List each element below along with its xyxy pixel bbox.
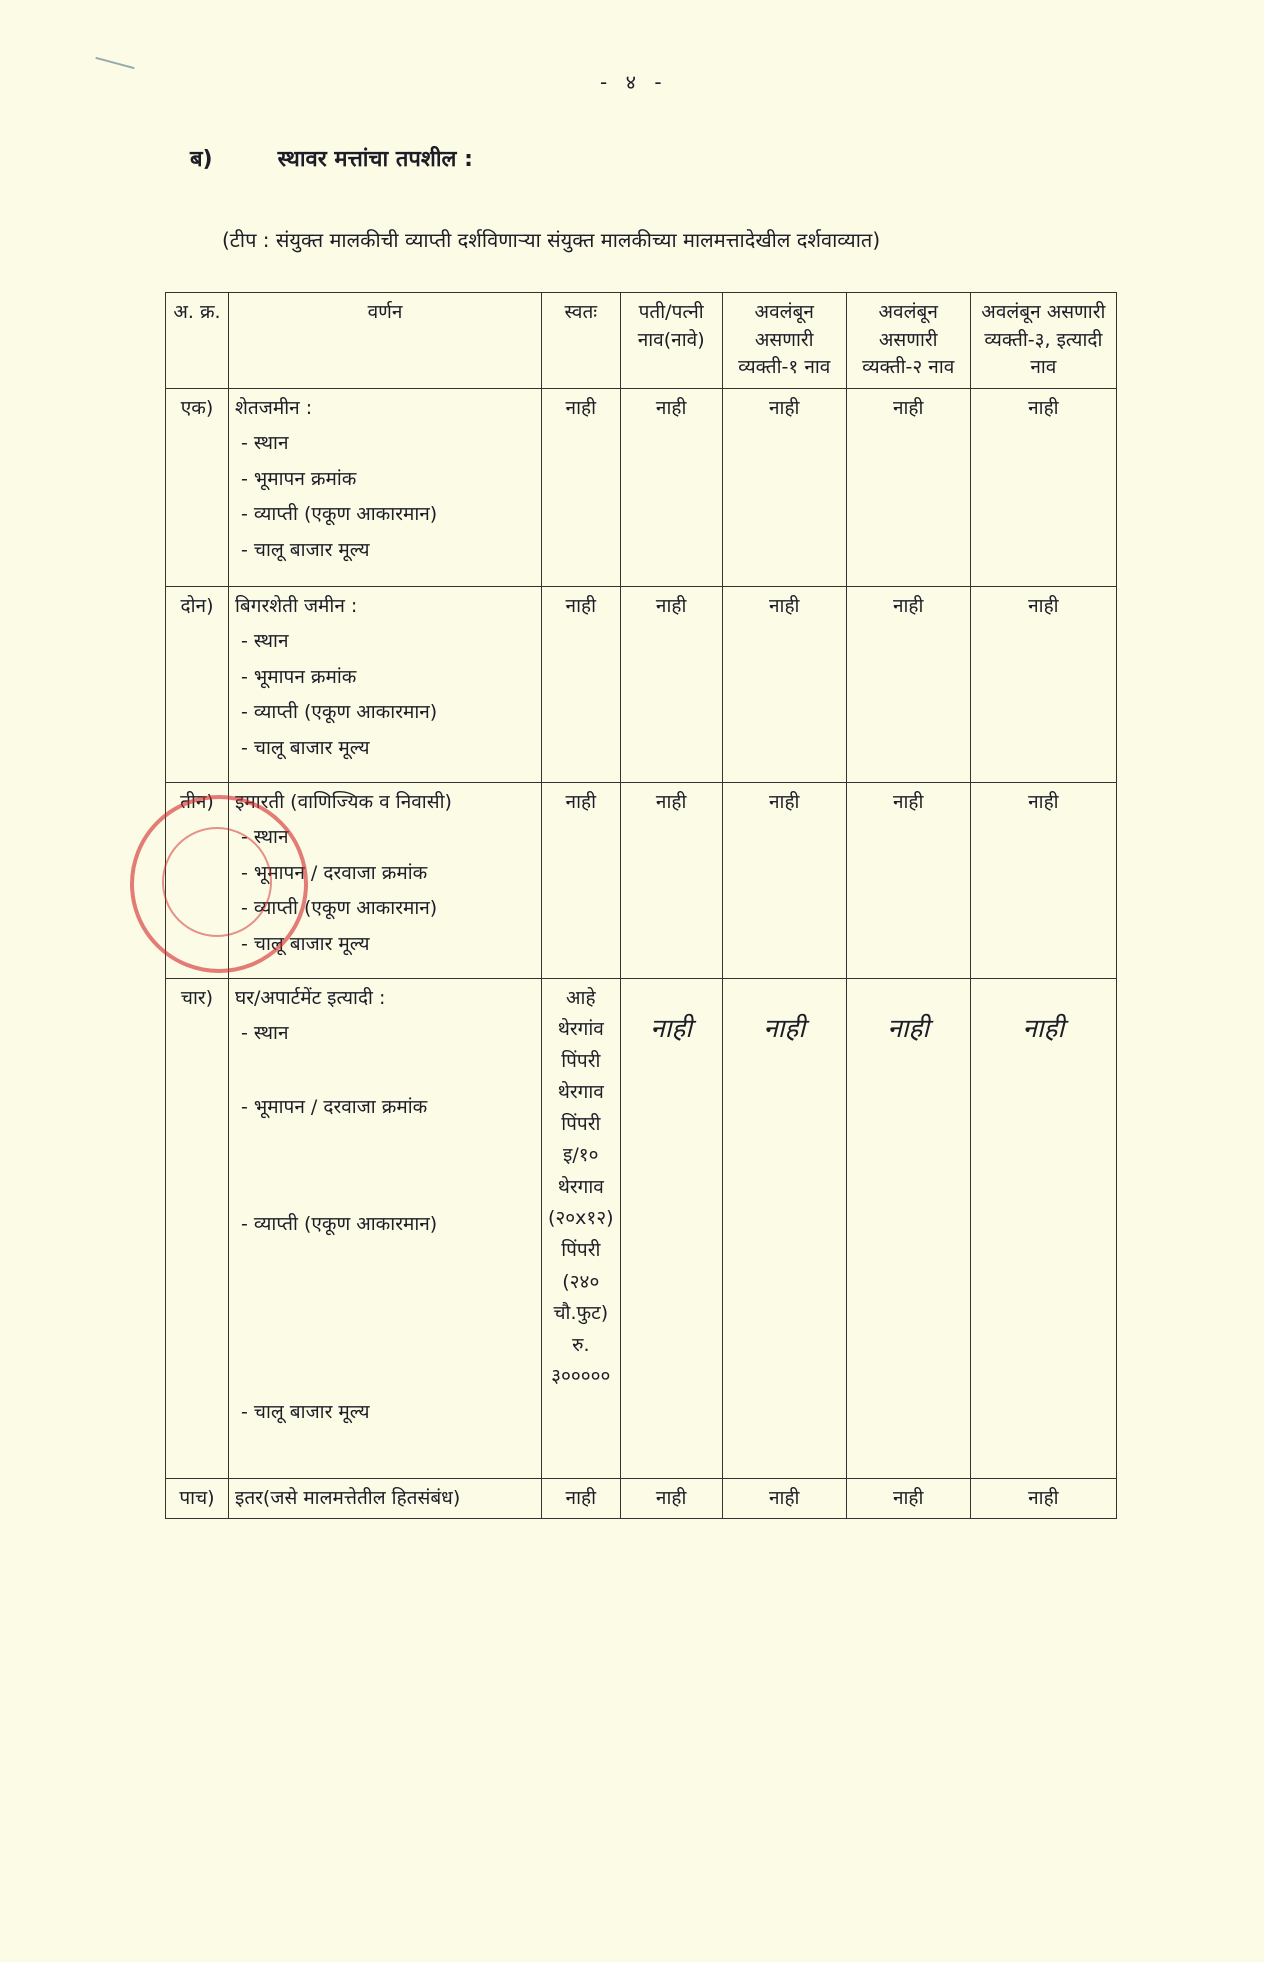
row-item: - चालू बाजार मूल्य — [241, 736, 370, 759]
row-desc — [229, 782, 542, 978]
self-line: पिंपरी — [561, 1239, 601, 1262]
self-line: (२०x१२) — [548, 1207, 614, 1230]
cell-spouse: नाही — [620, 782, 722, 978]
row-item: - व्याप्ती (एकूण आकारमान) — [241, 897, 438, 920]
self-line: पिंपरी — [561, 1112, 601, 1135]
cell-dep1: नाही — [722, 782, 846, 978]
self-line: थेरगाव — [557, 1081, 604, 1104]
row-sr: तीन) — [166, 782, 229, 978]
cell-spouse: नाही — [620, 388, 722, 586]
cell-spouse: नाही — [620, 586, 722, 782]
section-title: स्थावर मत्तांचा तपशील : — [277, 147, 473, 172]
cell-dep2: नाही — [846, 586, 970, 782]
cell-dep2: नाही — [846, 388, 970, 586]
row-title: शेतजमीन : — [235, 396, 313, 419]
row-sr: दोन) — [166, 586, 229, 782]
row-item: - भूमापन / दरवाजा क्रमांक — [241, 1095, 428, 1118]
immovable-assets-table — [165, 292, 1117, 1519]
cell-spouse — [620, 978, 722, 1478]
row-sr: चार) — [166, 978, 229, 1478]
self-line: थेरगाव — [557, 1175, 604, 1198]
header-dep3: अवलंबून असणारी व्यक्ती-३, इत्यादी नाव — [970, 293, 1116, 389]
table-row — [166, 1478, 1117, 1519]
handwritten-value: नाही — [650, 1013, 693, 1044]
cell-dep1 — [722, 978, 846, 1478]
cell-dep2: नाही — [846, 1478, 970, 1519]
row-sr: पाच) — [166, 1478, 229, 1519]
row-item: - चालू बाजार मूल्य — [241, 1400, 370, 1423]
row-desc: इतर(जसे मालमत्तेतील हितसंबंध) — [229, 1478, 542, 1519]
row-item: - स्थान — [241, 1022, 289, 1045]
row-item: - भूमापन / दरवाजा क्रमांक — [241, 861, 428, 884]
self-line: रु. — [572, 1333, 590, 1356]
cell-dep2 — [846, 978, 970, 1478]
cell-dep2: नाही — [846, 782, 970, 978]
section-label: ब) — [190, 147, 213, 172]
header-spouse: पती/पत्नी नाव(नावे) — [620, 293, 722, 389]
cell-dep1: नाही — [722, 388, 846, 586]
row-item: - स्थान — [241, 630, 289, 653]
self-line: थेरगांव — [557, 1018, 604, 1041]
cell-dep3: नाही — [970, 586, 1116, 782]
cell-self: नाही — [542, 782, 621, 978]
cell-dep3: नाही — [970, 782, 1116, 978]
table-row — [166, 782, 1117, 978]
header-self: स्वतः — [542, 293, 621, 389]
row-sr: एक) — [166, 388, 229, 586]
row-title: बिगरशेती जमीन : — [235, 594, 358, 617]
cell-dep3: नाही — [970, 388, 1116, 586]
handwritten-value: नाही — [763, 1013, 806, 1044]
cell-dep1: नाही — [722, 586, 846, 782]
row-title: इमारती (वाणिज्यिक व निवासी) — [235, 790, 452, 813]
row-item: - व्याप्ती (एकूण आकारमान) — [241, 701, 438, 724]
row-desc — [229, 978, 542, 1478]
self-line: आहे — [566, 986, 596, 1009]
row-item: - व्याप्ती (एकूण आकारमान) — [241, 503, 438, 526]
self-line: (२४० — [562, 1270, 600, 1293]
row-title: घर/अपार्टमेंट इत्यादी : — [235, 986, 386, 1009]
self-line: ३००००० — [551, 1365, 611, 1388]
row-desc — [229, 388, 542, 586]
note-text: (टीप : संयुक्त मालकीची व्याप्ती दर्शविणाऱ्या संयुक्त मालकीच्या मालमत्तादेखील दर्शवाव्यात) — [222, 228, 881, 252]
cell-self: नाही — [542, 1478, 621, 1519]
cell-self: नाही — [542, 586, 621, 782]
row-item: - स्थान — [241, 432, 289, 455]
table-row — [166, 978, 1117, 1478]
cell-spouse: नाही — [620, 1478, 722, 1519]
table-row — [166, 388, 1117, 586]
row-item: - स्थान — [241, 826, 289, 849]
header-sr: अ. क्र. — [166, 293, 229, 389]
self-line: चौ.फुट) — [553, 1302, 609, 1325]
self-line: इ/१० — [563, 1144, 599, 1167]
row-item: - भूमापन क्रमांक — [241, 665, 357, 688]
page-number: - ४ - — [600, 70, 668, 94]
cell-self: नाही — [542, 388, 621, 586]
header-dep1: अवलंबून असणारी व्यक्ती-१ नाव — [722, 293, 846, 389]
header-desc: वर्णन — [229, 293, 542, 389]
cell-dep3 — [970, 978, 1116, 1478]
row-item: - चालू बाजार मूल्य — [241, 932, 370, 955]
section-heading — [190, 143, 473, 173]
cell-dep3: नाही — [970, 1478, 1116, 1519]
handwritten-value: नाही — [1022, 1013, 1065, 1044]
cell-self — [542, 978, 621, 1478]
self-line: पिंपरी — [561, 1049, 601, 1072]
header-dep2: अवलंबून असणारी व्यक्ती-२ नाव — [846, 293, 970, 389]
row-item: - भूमापन क्रमांक — [241, 467, 357, 490]
table-row — [166, 586, 1117, 782]
row-item: - चालू बाजार मूल्य — [241, 538, 370, 561]
cell-dep1: नाही — [722, 1478, 846, 1519]
handwritten-value: नाही — [887, 1013, 930, 1044]
row-item: - व्याप्ती (एकूण आकारमान) — [241, 1213, 438, 1236]
table-header-row — [166, 293, 1117, 389]
row-desc — [229, 586, 542, 782]
margin-mark — [95, 57, 134, 69]
